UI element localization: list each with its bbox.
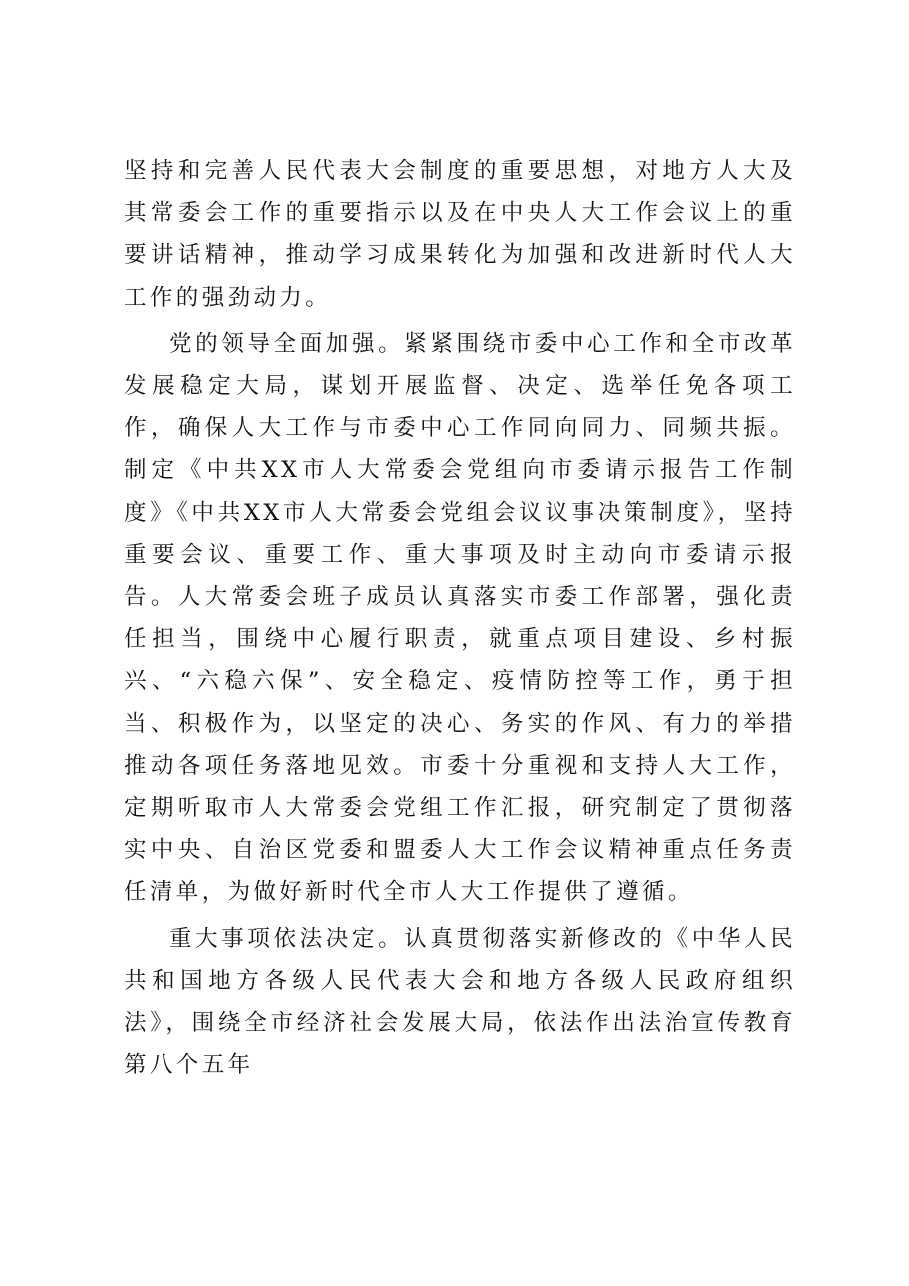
document-body bbox=[124, 150, 796, 1090]
paragraph-major-matters: 重大事项依法决定。认真贯彻落实新修改的《中华人民共和国地方各级人民代表大会和地方各级人民政府组织法》，围绕全市经济社会发展大局，依法作出法治宣传教育第八个五年 bbox=[124, 925, 796, 1079]
paragraph-party-leadership: 党的领导全面加强。紧紧围绕市委中心工作和全市改革发展稳定大局，谋划开展监督、决定、选举任免各项工作，确保人大工作与市委中心工作同向同力、同频共振。制定《中共XX市人大常委会党组向市委请示报告工作制度》《中共XX市人大常委会党组会议议事决策制度》，坚持重要会议、重要工作、重大事项及时主动向市委请示报告。人大常委会班子成员认真落实市委工作部署，强化责任担当，围绕中心履行职责，就重点项目建设、乡村振兴、“六稳六保”、安全稳定、疫情防控等工作，勇于担当、积极作为，以坚定的决心、务实的作风、有力的举措推动各项任务落地见效。市委十分重视和支持人大工作，定期听取市人大常委会党组工作汇报，研究制定了贯彻落实中央、自治区党委和盟委人大工作会议精神重点任务责任清单，为做好新时代全市人大工作提供了遵循。 bbox=[124, 330, 796, 906]
paragraph-continuation: 坚持和完善人民代表大会制度的重要思想，对地方人大及其常委会工作的重要指示以及在中央人大工作会议上的重要讲话精神，推动学习成果转化为加强和改进新时代人大工作的强劲动力。 bbox=[124, 158, 796, 311]
